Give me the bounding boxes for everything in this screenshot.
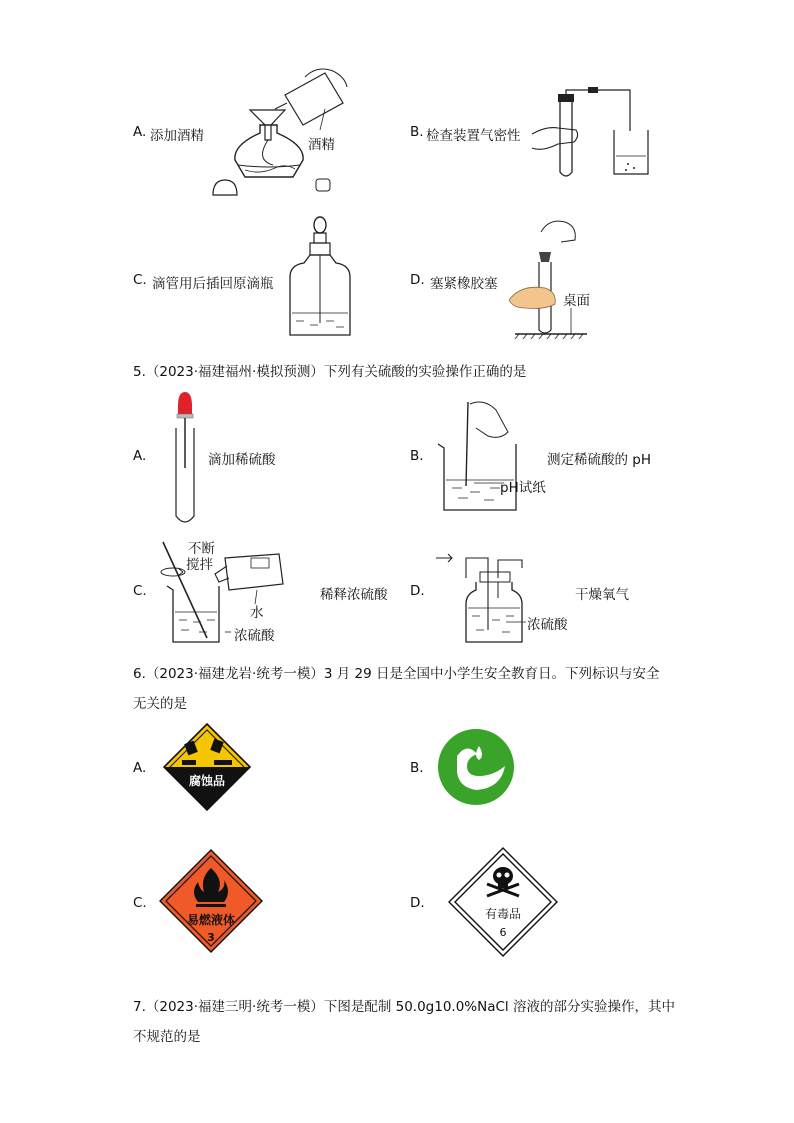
q6-option-b-letter: B. [410, 760, 424, 776]
q5-option-c-label-acid: 浓硫酸 [234, 628, 275, 644]
q5-option-a-text: 滴加稀硫酸 [208, 452, 276, 468]
q4-option-d-text: 塞紧橡胶塞 [430, 276, 498, 292]
flammable-liquid-sign-icon [158, 848, 264, 954]
airtightness-check-figure [528, 86, 658, 181]
toxic-sign-text: 有毒品 [484, 907, 522, 921]
q5-option-b-label: pH试纸 [500, 480, 546, 496]
q4-option-a-text: 添加酒精 [150, 128, 204, 144]
q4-option-b-text: 检查装置气密性 [426, 128, 521, 144]
q4-option-a-label: 酒精 [308, 137, 335, 153]
q6-stem-line1: 6.（2023·福建龙岩·统考一模）3 月 29 日是全国中小学生安全教育日。下列标识与安全 [133, 666, 660, 682]
q4-option-b-letter: B. [410, 124, 424, 140]
q5-option-b-text: 测定稀硫酸的 pH [547, 452, 652, 468]
insert-stopper-figure [505, 212, 590, 342]
q5-option-d-text: 干燥氧气 [575, 587, 629, 603]
q6-stem-line2: 无关的是 [133, 696, 187, 712]
toxic-sign-number: 6 [499, 926, 507, 939]
q5-option-c-label-water: 水 [250, 605, 264, 621]
q7-stem-line1: 7.（2023·福建三明·统考一模）下图是配制 50.0g10.0%NaCl 溶液的部分实验操作，其中 [133, 999, 675, 1015]
q5-option-d-letter: D. [410, 583, 425, 599]
q6-option-a-letter: A. [133, 760, 147, 776]
toxic-sign-icon [447, 846, 559, 958]
q6-option-c-letter: C. [133, 895, 147, 911]
q5-option-a-letter: A. [133, 448, 147, 464]
q4-option-c-text: 滴管用后插回原滴瓶 [152, 276, 274, 292]
q5-option-d-label-acid: 浓硫酸 [527, 617, 568, 633]
corrosive-sign-icon [162, 722, 252, 812]
flammable-sign-number: 3 [207, 931, 215, 944]
ph-test-beaker-figure [430, 398, 545, 516]
flammable-sign-text: 易燃液体 [186, 913, 236, 927]
water-saving-sign-icon [437, 728, 515, 806]
corrosive-sign-text: 腐蚀品 [188, 774, 226, 788]
q5-option-c-letter: C. [133, 583, 147, 599]
q7-stem-line2: 不规范的是 [133, 1029, 201, 1045]
q5-option-c-label-stir-1: 不断 [188, 541, 215, 557]
dropper-bottle-figure [286, 215, 356, 340]
q6-option-d-letter: D. [410, 895, 425, 911]
q4-option-d-letter: D. [410, 272, 425, 288]
q5-stem: 5.（2023·福建福州·模拟预测）下列有关硫酸的实验操作正确的是 [133, 364, 527, 380]
q5-option-c-label-stir-2: 搅拌 [186, 557, 213, 573]
q5-option-c-text: 稀释浓硫酸 [320, 587, 388, 603]
q5-option-b-letter: B. [410, 448, 424, 464]
dropper-test-tube-figure [170, 388, 200, 526]
dry-oxygen-bottle-figure [436, 550, 536, 645]
q4-option-d-label: 桌面 [563, 293, 590, 309]
q4-option-c-letter: C. [133, 272, 147, 288]
q4-option-a-letter: A. [133, 124, 147, 140]
